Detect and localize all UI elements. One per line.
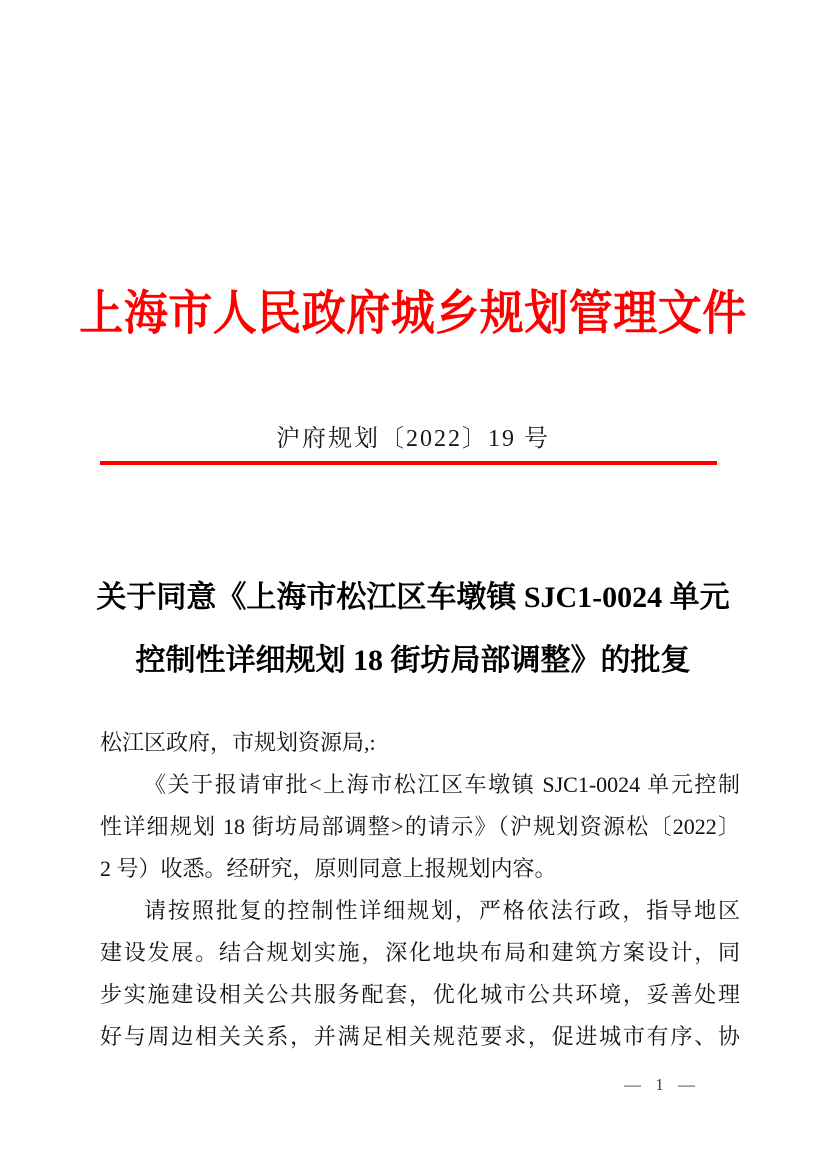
doc-title-line2: 控制性详细规划 18 街坊局部调整》的批复 bbox=[135, 644, 691, 677]
red-divider-rule bbox=[100, 461, 717, 465]
doc-number: 沪府规划〔2022〕19 号 bbox=[276, 426, 550, 452]
body-line: 性详细规划 18 街坊局部调整>的请示》（沪规划资源松〔2022〕 bbox=[100, 814, 740, 839]
banner-title: 上海市人民政府城乡规划管理文件 bbox=[79, 287, 747, 341]
body-line: 步实施建设相关公共服务配套，优化城市公共环境，妥善处理 bbox=[100, 982, 740, 1007]
body-text bbox=[100, 722, 740, 1058]
body-line: 2 号）收悉。经研究，原则同意上报规划内容。 bbox=[100, 856, 557, 881]
body-line-salutation: 松江区政府，市规划资源局,: bbox=[100, 730, 376, 755]
body-line: 《关于报请审批<上海市松江区车墩镇 SJC1-0024 单元控制 bbox=[144, 772, 740, 797]
body-line: 请按照批复的控制性详细规划，严格依法行政，指导地区 bbox=[144, 898, 740, 923]
body-line: 好与周边相关关系，并满足相关规范要求，促进城市有序、协 bbox=[100, 1024, 740, 1049]
doc-title bbox=[63, 566, 763, 692]
page-number: — 1 — bbox=[624, 1075, 700, 1094]
doc-title-line1: 关于同意《上海市松江区车墩镇 SJC1-0024 单元 bbox=[96, 581, 730, 614]
body-line: 建设发展。结合规划实施，深化地块布局和建筑方案设计，同 bbox=[100, 940, 740, 965]
